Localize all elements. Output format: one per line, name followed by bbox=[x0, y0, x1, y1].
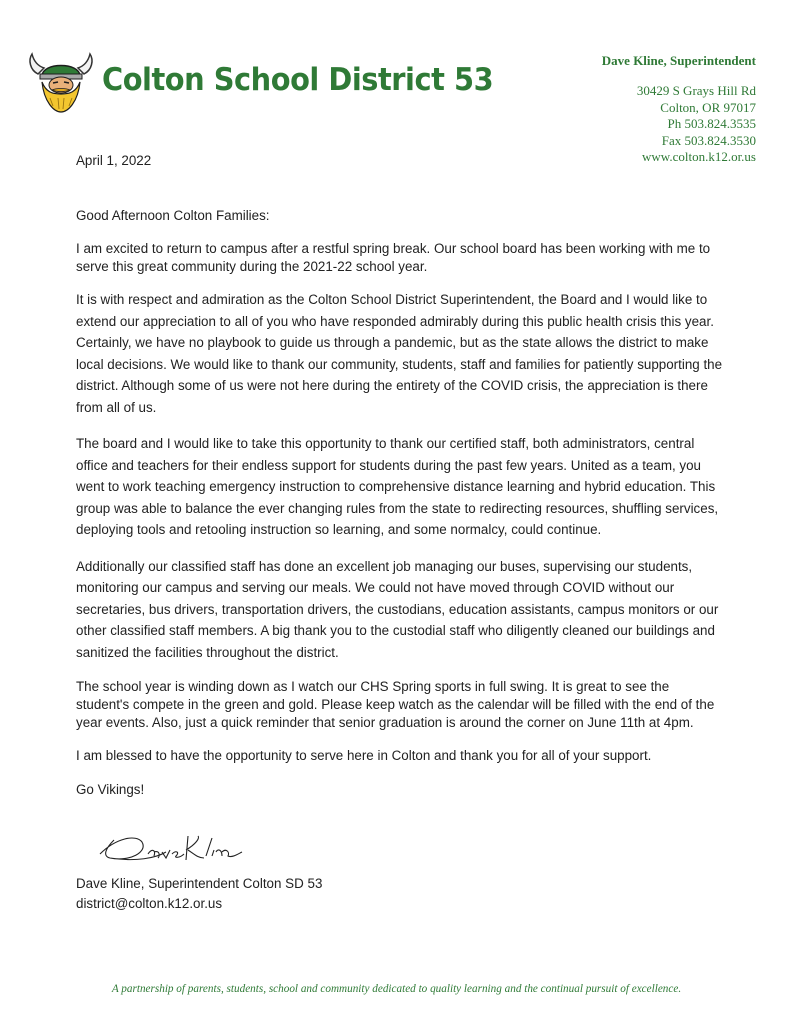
paragraph: Additionally our classified staff has done an excellent job managing our buses, supervising our students, monitoring our campus and serving our meals. We could not have moved through COVID without our secretaries, bus drivers, transportation drivers, the custodians, education assistants, campus monitors or our other classified staff members. A big thank you to the custodial staff who diligently cleaned our buildings and sanitized the facilities throughout the district. bbox=[76, 558, 719, 660]
address-line1: 30429 S Grays Hill Rd bbox=[636, 83, 756, 98]
signature-image bbox=[96, 828, 246, 866]
contact-block bbox=[602, 53, 756, 166]
closing: Go Vikings! bbox=[76, 782, 145, 797]
signer-block bbox=[76, 874, 322, 914]
paragraph: It is with respect and admiration as the Colton School District Superintendent, the Board and I would like to extend our appreciation to all of you who have responded admirably during this public health crisis this year. Certainly, we have no playbook to guide us through a pandemic, but as the state allows the district to make local decisions. We would like to thank our community, students, staff and families for patiently supporting the district. Although some of us were not here during the entirety of the COVID crisis, the appreciation is there from all of us. bbox=[76, 292, 723, 415]
letter-date: April 1, 2022 bbox=[76, 153, 152, 168]
phone: Ph 503.824.3535 bbox=[667, 116, 756, 131]
address-line2: Colton, OR 97017 bbox=[660, 99, 756, 115]
website-link[interactable]: www.colton.k12.or.us bbox=[642, 149, 756, 164]
superintendent-title: Dave Kline, Superintendent bbox=[601, 53, 756, 68]
letter-body bbox=[76, 207, 726, 799]
viking-mascot-icon bbox=[28, 52, 94, 114]
paragraph: The board and I would like to take this opportunity to thank our certified staff, both administrators, central office and teachers for their endless support for students during the past few years. United as a team, you went to work teaching emergency instruction to comprehensive distance learning and hybrid education. This group was able to balance the ever changing rules from the state to redirecting resources, shuffling services, deploying tools and retooling instruction so learning, and some normalcy, could continue. bbox=[76, 436, 719, 537]
footer-tagline: A partnership of parents, students, school and community dedicated to quality learning and the continual pursuit of excellence. bbox=[111, 983, 682, 995]
fax: Fax 503.824.3530 bbox=[661, 132, 756, 148]
email-link[interactable]: district@colton.k12.or.us bbox=[76, 896, 223, 911]
paragraph: The school year is winding down as I watch our CHS Spring sports in full swing. It is great to see the student's compete in the green and gold. Please keep watch as the calendar will be filled with the end of the year events. Also, just a quick reminder that senior graduation is around the corner on June 11th at 4pm. bbox=[76, 679, 715, 730]
signer-name: Dave Kline, Superintendent Colton SD 53 bbox=[76, 876, 323, 891]
greeting: Good Afternoon Colton Families: bbox=[76, 208, 270, 223]
paragraph: I am excited to return to campus after a restful spring break. Our school board has been working with me to serve this great community during the 2021-22 school year. bbox=[76, 241, 711, 274]
paragraph: I am blessed to have the opportunity to serve here in Colton and thank you for all of your support. bbox=[76, 748, 652, 763]
district-name: Colton School District 53 bbox=[102, 62, 494, 98]
